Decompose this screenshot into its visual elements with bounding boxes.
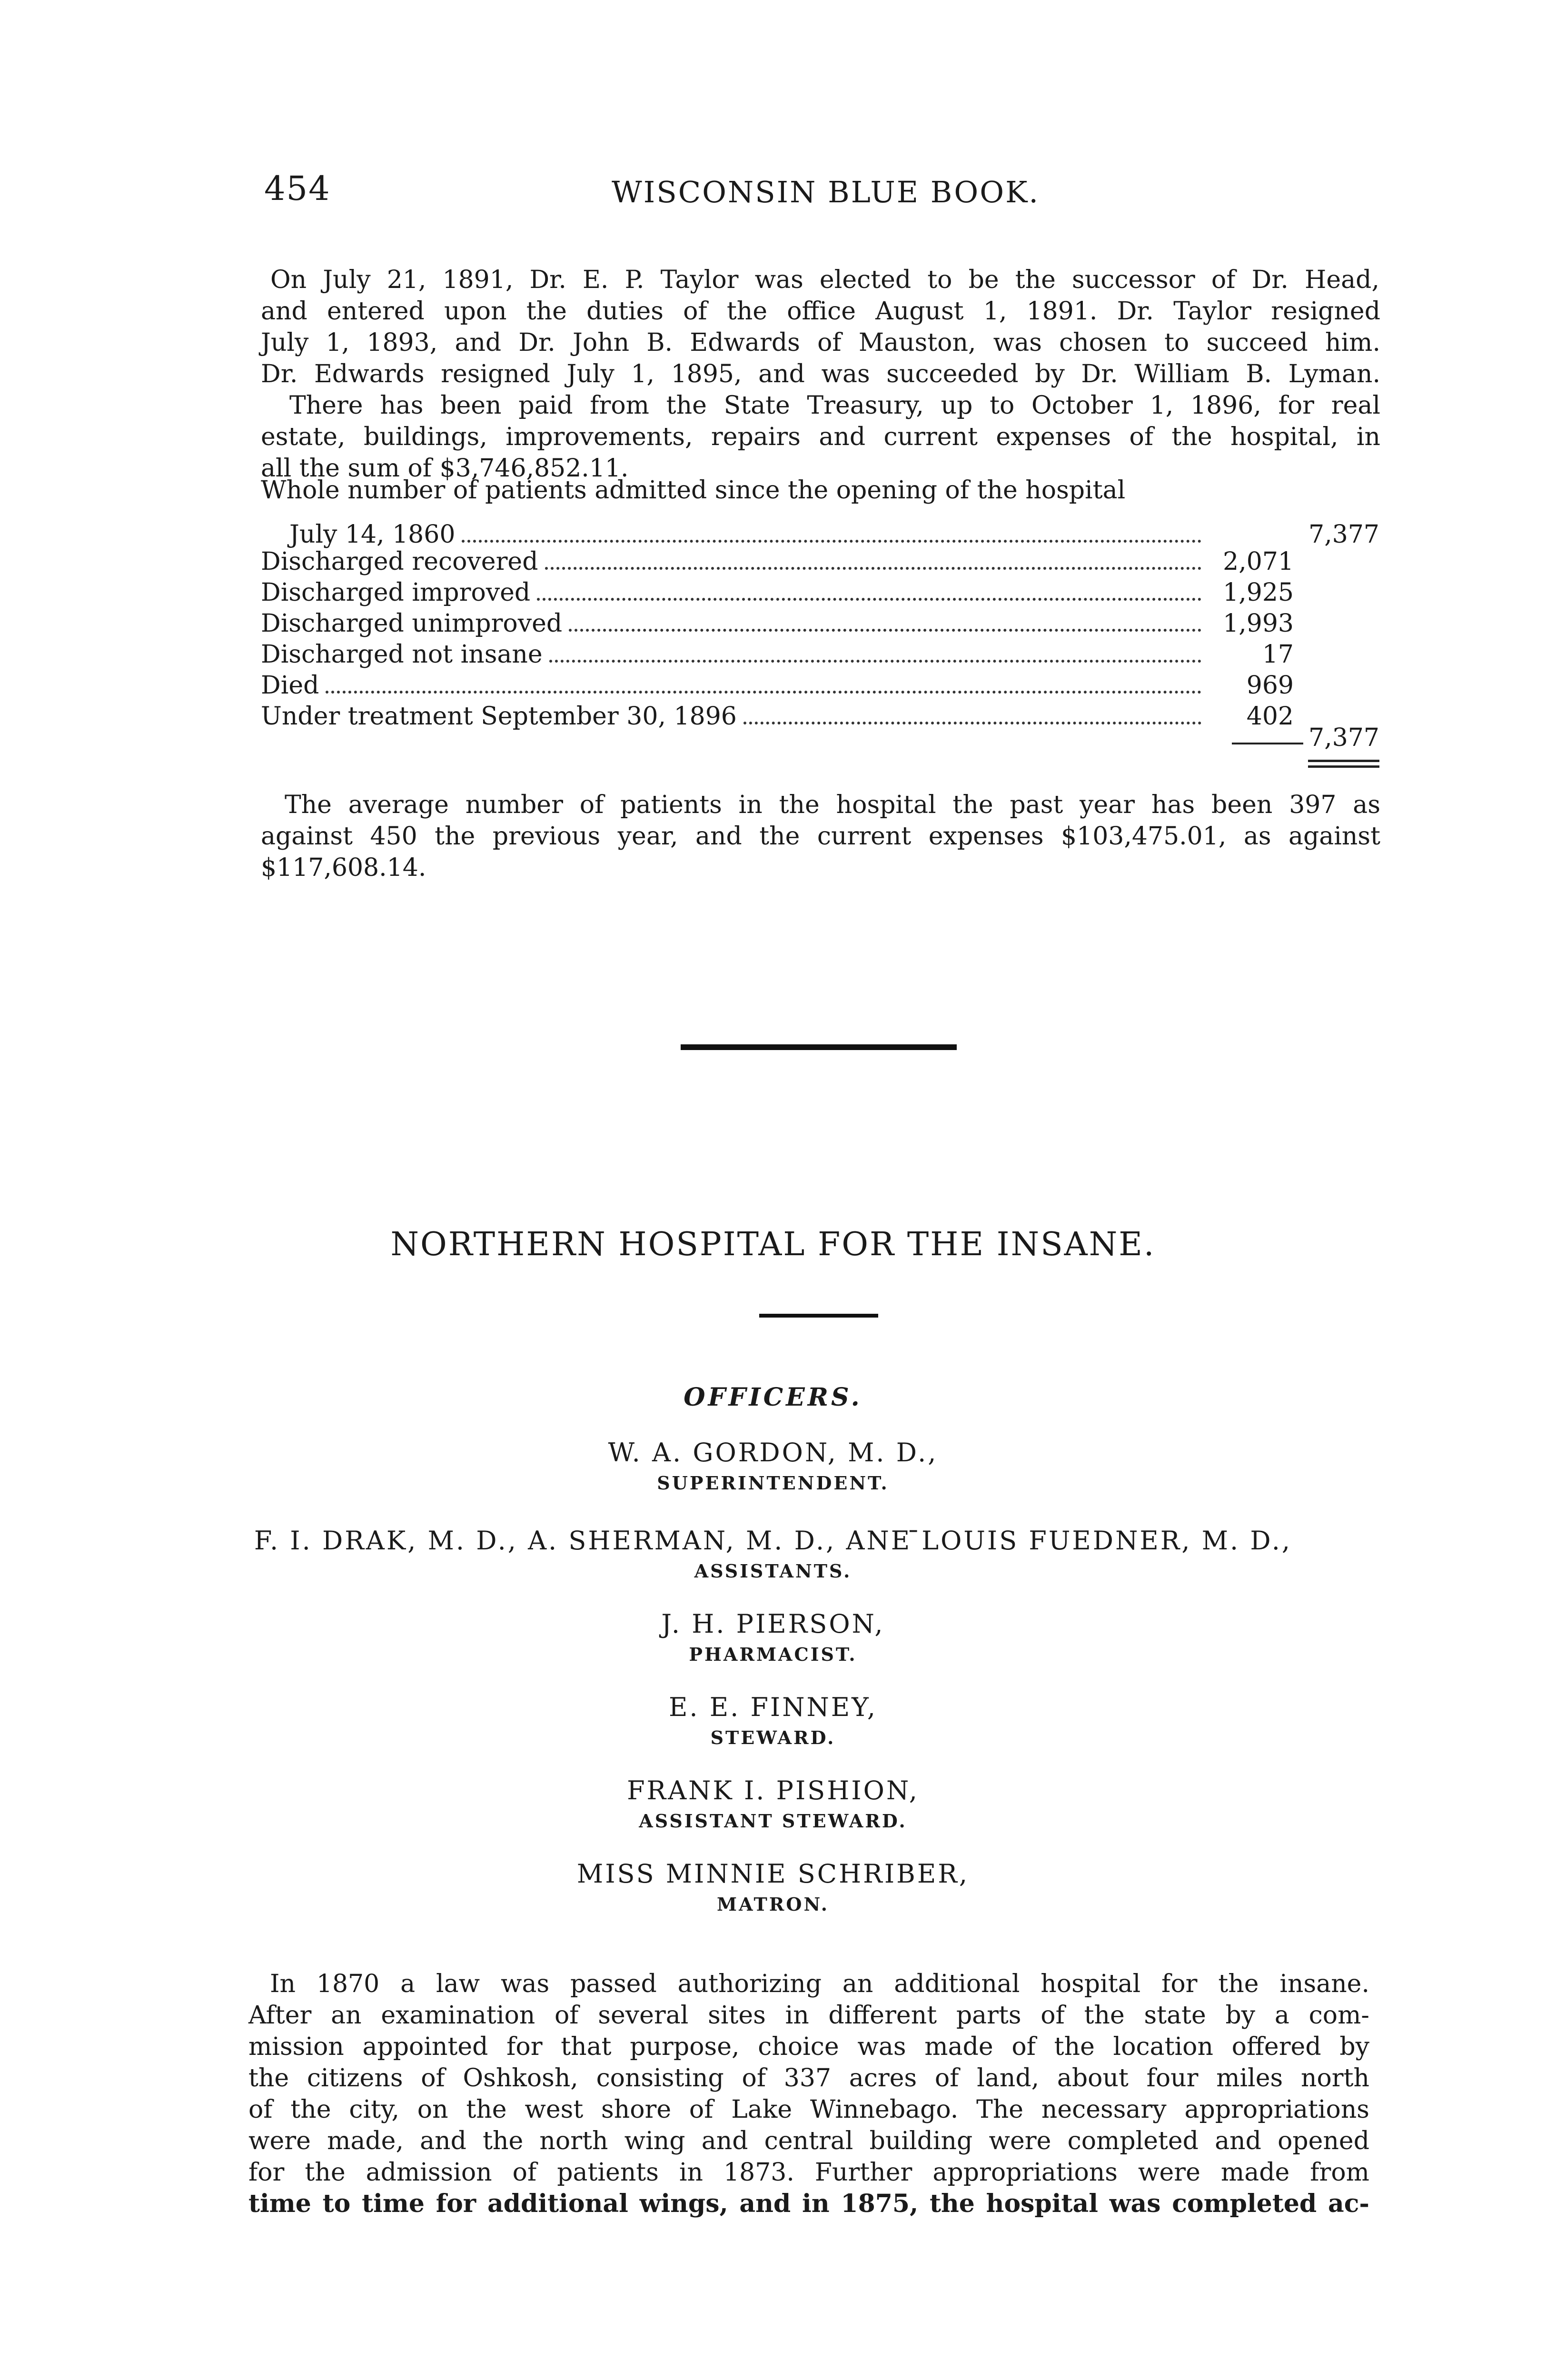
officer-role: ASSISTANTS. — [694, 1560, 852, 1582]
text-line: mission appointed for that purpose, choice was made of the location offered by — [248, 2033, 1369, 2061]
admitted-row — [261, 507, 1379, 549]
history-paragraph — [248, 1968, 1369, 2220]
officers-heading: OFFICERS. — [684, 1383, 862, 1412]
sum-total: 7,377 — [1308, 724, 1379, 752]
text-line: were made, and the north wing and central building were completed and opened — [248, 2127, 1369, 2155]
statistics-row — [261, 538, 1379, 576]
admitted-total: 7,377 — [1308, 520, 1379, 549]
statistics-heading: Whole number of patients admitted since the opening of the hospital — [261, 476, 1126, 505]
rule-line — [1308, 760, 1379, 762]
officer-role: MATRON. — [717, 1894, 829, 1915]
text-line: and entered upon the duties of the office August 1, 1891. Dr. Taylor resigned — [261, 297, 1380, 326]
officer-pharmacist — [0, 1609, 1546, 1665]
text-line: against 450 the previous year, and the current expenses $103,475.01, as against — [261, 822, 1380, 851]
statistics-row-label: Discharged not insane — [261, 640, 543, 669]
text-line: the citizens of Oshkosh, consisting of 337 acres of land, about four miles north — [248, 2064, 1369, 2092]
text-line: $117,608.14. — [261, 853, 426, 882]
text-line: In 1870 a law was passed authorizing an additional hospital for the insane. — [270, 1970, 1369, 1998]
officer-role: STEWARD. — [710, 1727, 836, 1748]
section-title: NORTHERN HOSPITAL FOR THE INSANE. — [390, 1226, 1156, 1263]
statistics-row-label: Discharged improved — [261, 578, 531, 607]
text-line: for the admission of patients in 1873. Further appropriations were made from — [248, 2158, 1369, 2187]
statistics-row — [261, 662, 1379, 700]
treasury-paragraph — [261, 390, 1380, 484]
officer-assistants — [0, 1526, 1546, 1582]
statistics-row-value: 1,925 — [1223, 578, 1294, 607]
intro-paragraph — [261, 264, 1380, 390]
text-line: There has been paid from the State Treasury, up to October 1, 1896, for real — [289, 391, 1380, 420]
officer-superintendent — [0, 1438, 1546, 1494]
officer-name: E. E. FINNEY, — [668, 1692, 878, 1722]
page-number: 454 — [264, 169, 331, 208]
officer-matron — [0, 1859, 1546, 1915]
officer-assistant-steward — [0, 1775, 1546, 1832]
statistics-row-value: 17 — [1262, 640, 1294, 669]
title-underline — [759, 1314, 878, 1318]
officer-role: SUPERINTENDENT. — [657, 1472, 889, 1494]
statistics-row — [261, 631, 1379, 669]
statistics-row — [261, 569, 1379, 607]
officer-name: W. A. GORDON, M. D., — [608, 1438, 938, 1468]
statistics-row — [261, 600, 1379, 638]
officer-steward — [0, 1692, 1546, 1748]
statistics-row-label: Discharged unimproved — [261, 609, 563, 638]
statistics-row-value: 2,071 — [1223, 547, 1294, 576]
text-line: all the sum of $3,746,852.11. — [261, 454, 629, 483]
rule-line — [1308, 765, 1379, 768]
officer-name: J. H. PIERSON, — [661, 1609, 885, 1639]
text-line: of the city, on the west shore of Lake Winnebago. The necessary appropriations — [248, 2095, 1369, 2124]
officer-role: PHARMACIST. — [689, 1644, 857, 1665]
statistics-row-value: 402 — [1246, 702, 1294, 731]
admitted-label: July 14, 1860 — [289, 520, 456, 549]
text-line: The average number of patients in the hospital the past year has been 397 as — [285, 791, 1380, 819]
text-line: After an examination of several sites in different parts of the state by a com- — [248, 2001, 1369, 2030]
officer-name: MISS MINNIE SCHRIBER, — [576, 1859, 970, 1889]
officer-name: FRANK I. PISHION, — [627, 1775, 919, 1805]
section-divider — [681, 1044, 957, 1050]
page-header — [264, 169, 1383, 221]
statistics-row-value: 969 — [1246, 671, 1294, 700]
statistics-row-label: Under treatment September 30, 1896 — [261, 702, 737, 731]
statistics-rows — [261, 538, 1379, 731]
statistics-row-label: Discharged recovered — [261, 547, 538, 576]
statistics-row-label: Died — [261, 671, 319, 700]
text-line: Dr. Edwards resigned July 1, 1895, and was succeeded by Dr. William B. Lyman. — [261, 360, 1380, 388]
patient-statistics-table — [261, 476, 1379, 771]
total-row — [261, 724, 1379, 757]
double-rule — [261, 757, 1379, 771]
officer-name: F. I. DRAK, M. D., A. SHERMAN, M. D., ANE ̄LOUIS FUEDNER, M. D., — [254, 1526, 1292, 1556]
officer-role: ASSISTANT STEWARD. — [639, 1810, 907, 1832]
text-line: time to time for additional wings, and in 1875, the hospital was completed ac- — [248, 2189, 1369, 2218]
sum-rule — [1232, 743, 1303, 744]
text-line: On July 21, 1891, Dr. E. P. Taylor was elected to be the successor of Dr. Head, — [270, 266, 1379, 294]
average-paragraph — [261, 789, 1380, 883]
statistics-row — [261, 693, 1379, 731]
text-line: July 1, 1893, and Dr. John B. Edwards of Mauston, was chosen to succeed him. — [261, 328, 1380, 357]
statistics-row-value: 1,993 — [1223, 609, 1294, 638]
running-title: WISCONSIN BLUE BOOK. — [612, 175, 1040, 209]
text-line: estate, buildings, improvements, repairs and current expenses of the hospital, in — [261, 423, 1380, 451]
